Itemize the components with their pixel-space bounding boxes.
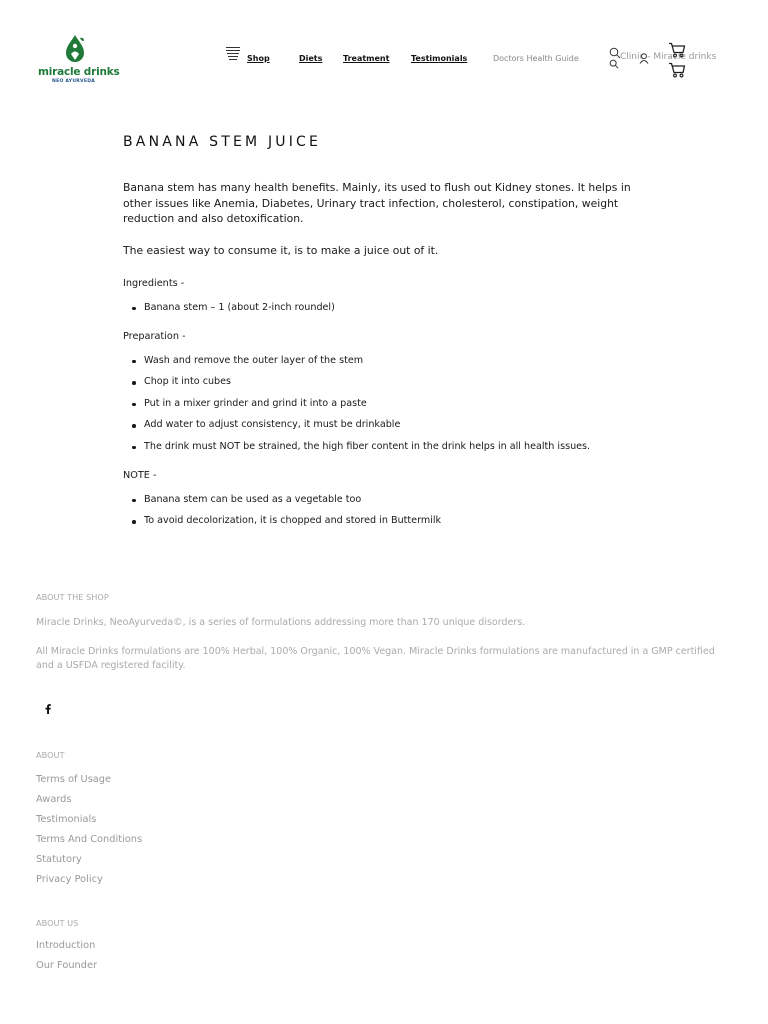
user-icon[interactable] [639,53,649,64]
footer-link-terms-of-usage[interactable]: Terms of Usage [36,774,112,785]
nav-treatment[interactable]: Treatment [343,54,390,63]
list-item: Banana stem can be used as a vegetable too [123,494,653,506]
intro-paragraph: Banana stem has many health benefits. Mainly, its used to flush out Kidney stones. It helps in other issues like Anemia, Diabetes, Urinary tract infection, cholesterol, constipation, weight reduction and also detoxification. [123,181,631,225]
footer-about-links [36,770,736,890]
cart-icon[interactable] [668,42,686,58]
footer-heading-about: ABOUT [36,750,65,760]
preparation-label: Preparation - [123,330,186,342]
footer-link-privacy-policy[interactable]: Privacy Policy [36,874,103,885]
ingredients-list [123,302,653,314]
footer-heading-about-us: ABOUT US [36,918,79,928]
logo-tagline: NEO AYURVEDA [52,79,96,84]
note-label: NOTE - [123,469,157,481]
site-logo[interactable] [36,34,120,88]
footer-link-statutory[interactable]: Statutory [36,854,82,865]
nav-testimonials[interactable]: Testimonials [411,54,468,63]
list-item: Put in a mixer grinder and grind it into a paste [123,398,653,410]
footer-about-text: Miracle Drinks, NeoAyurveda©, is a series of formulations addressing more than 170 unique disorders. [36,617,526,628]
nav-doctors-health-guide[interactable]: Doctors Health Guide [493,54,579,63]
ingredients-label: Ingredients - [123,277,185,289]
page-title: BANANA STEM JUICE [123,134,322,150]
footer-link-testimonials[interactable]: Testimonials [36,814,97,825]
list-item: Banana stem – 1 (about 2-inch roundel) [123,302,653,314]
nav-shop[interactable]: Shop [247,54,270,63]
footer-about-us-links [36,936,736,976]
list-item: To avoid decolorization, it is chopped and stored in Buttermilk [123,515,653,527]
search-icon[interactable] [609,59,619,69]
menu-icon[interactable] [226,47,240,67]
footer-link-terms-and-conditions[interactable]: Terms And Conditions [36,834,143,845]
recipe-article [123,134,653,537]
leaf-drop-icon [62,34,88,66]
footer-link-awards[interactable]: Awards [36,794,72,805]
site-footer [36,592,736,976]
footer-link-introduction[interactable]: Introduction [36,940,96,951]
list-item: Chop it into cubes [123,376,653,388]
list-item: Add water to adjust consistency, it must be drinkable [123,419,653,431]
list-item: The drink must NOT be strained, the high fiber content in the drink helps in all health issues. [123,441,653,453]
preparation-list [123,355,653,453]
footer-heading-about-shop: ABOUT THE SHOP [36,592,109,602]
notes-list [123,494,653,528]
footer-about-text: All Miracle Drinks formulations are 100% Herbal, 100% Organic, 100% Vegan. Miracle Drinks formulations are manufactured in a GMP certified and a USFDA registered facility. [36,646,715,671]
facebook-icon[interactable] [44,704,52,714]
list-item: Wash and remove the outer layer of the stem [123,355,653,367]
nav-diets[interactable]: Diets [299,54,323,63]
logo-name: miracle drinks [38,66,120,78]
nav-clinic[interactable]: Clinic - Miracle drinks [620,52,717,62]
consume-paragraph: The easiest way to consume it, is to make a juice out of it. [123,243,439,257]
site-header [0,0,768,110]
footer-link-our-founder[interactable]: Our Founder [36,960,98,971]
cart-icon[interactable] [668,62,686,78]
